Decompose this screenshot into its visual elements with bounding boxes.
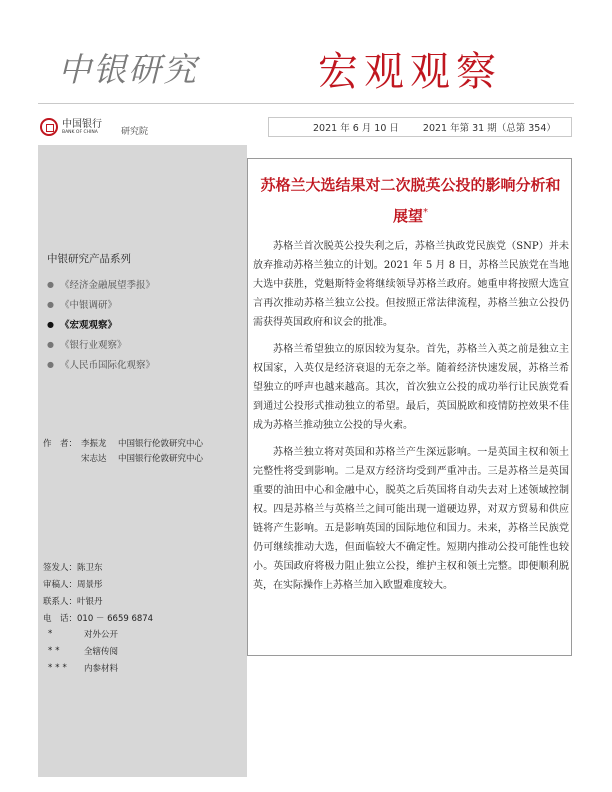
series-item-label: 《银行业观察》 bbox=[59, 340, 127, 351]
series-item-label: 《宏观观察》 bbox=[59, 320, 117, 331]
series-item-label: 《人民币国际化观察》 bbox=[59, 360, 155, 371]
classification-stars: * bbox=[48, 628, 56, 639]
series-item-active[interactable] bbox=[47, 314, 155, 334]
authors-label: 作 者： bbox=[43, 438, 78, 449]
article-body bbox=[253, 237, 569, 603]
series-item[interactable] bbox=[47, 294, 155, 314]
classification-label: 内参材料 bbox=[84, 663, 119, 674]
bullet-icon: ● bbox=[47, 299, 54, 309]
reviewer-line: 审稿人：周景彤 bbox=[43, 579, 103, 590]
bullet-icon: ● bbox=[47, 319, 54, 329]
series-item-label: 《经济金融展望季报》 bbox=[59, 280, 155, 291]
author-org: 中国银行伦敦研究中心 bbox=[118, 453, 204, 464]
authors-block bbox=[43, 435, 203, 465]
author-org: 中国银行伦敦研究中心 bbox=[118, 438, 204, 449]
article-paragraph: 苏格兰独立将对英国和苏格兰产生深远影响。一是英国主权和领土完整性将受到影响。二是双方经济均受到严重冲击。三是苏格兰是英国重要的油田中心和金融中心，脱英之后英国将自动失去对上述领域控制权。四是苏格兰与英格兰之间可能出现一道硬边界，对双方贸易和供应链将产生影响。五是影响英国的国际地位和国力。未来，苏格兰民族党仍可继续推动大选，但面临较大不确定性。短期内推动公投可能性也较小。英国政府将极力阻止独立公投，维护主权和领土完整。即便顺利脱英，在实际操作上苏格兰加入欧盟难度较大。 bbox=[253, 447, 569, 591]
footnote-mark: * bbox=[423, 207, 428, 218]
bullet-icon: ● bbox=[47, 339, 54, 349]
masthead-logo: 中银研究 bbox=[58, 50, 198, 89]
series-item[interactable] bbox=[47, 354, 155, 374]
article-panel bbox=[247, 158, 572, 656]
classification-stars: ** bbox=[48, 645, 63, 656]
article-paragraph: 苏格兰希望独立的原因较为复杂。首先，苏格兰入英之前是独立主权国家，入英仅是经济衰退的无奈之举。随着经济快速发展，苏格兰希望独立的呼声也越来越高。其次，首次独立公投的成功举行让民族党看到通过公投形式推动独立的希望。最后，英国脱欧和疫情防控效果不佳成为苏格兰推动独立公投的导火索。 bbox=[253, 344, 569, 431]
series-item[interactable] bbox=[47, 274, 155, 294]
contact-line: 联系人：叶银丹 bbox=[43, 596, 103, 607]
bank-emblem-icon bbox=[40, 118, 58, 136]
article-paragraph: 苏格兰首次脱英公投失利之后，苏格兰执政党民族党（SNP）并未放弃推动苏格兰独立的计划。2021 年 5 月 8 日，苏格兰民族党在当地大选中获胜，党魁斯特金将继续领导苏格兰政府。她重申将按照大选宣言再次推动苏格兰独立公投。但按照正常法律流程，苏格兰独立公投仍需获得英国政府和议会的批准。 bbox=[253, 241, 569, 328]
issue-info-box bbox=[268, 117, 572, 137]
header-divider bbox=[38, 103, 574, 104]
issue-date: 2021 年 6 月 10 日 bbox=[313, 123, 399, 134]
bank-logo bbox=[40, 118, 102, 136]
classification-stars: *** bbox=[48, 662, 70, 673]
bank-name-en: BANK OF CHINA bbox=[62, 129, 98, 135]
bullet-icon: ● bbox=[47, 359, 54, 369]
author-name: 宋志达 bbox=[81, 453, 107, 464]
contacts-block bbox=[43, 558, 153, 626]
sidebar bbox=[38, 145, 247, 777]
series-list bbox=[47, 274, 155, 374]
classification-block bbox=[48, 625, 118, 676]
institute-name: 研究院 bbox=[121, 127, 149, 137]
classification-row bbox=[48, 659, 118, 676]
classification-label: 对外公开 bbox=[84, 629, 119, 640]
bank-name-zh: 中国银行 bbox=[62, 118, 102, 130]
series-item-label: 《中银调研》 bbox=[59, 300, 117, 311]
classification-label: 全辖传阅 bbox=[84, 646, 119, 657]
masthead-title: 宏观观察 bbox=[318, 49, 502, 95]
series-item[interactable] bbox=[47, 334, 155, 354]
series-title: 中银研究产品系列 bbox=[47, 253, 131, 265]
author-name: 李振龙 bbox=[81, 438, 107, 449]
issuer-line: 签发人：陈卫东 bbox=[43, 562, 103, 573]
bullet-icon: ● bbox=[47, 279, 54, 289]
classification-row bbox=[48, 625, 118, 642]
article-title: 苏格兰大选结果对二次脱英公投的影响分析和展望* bbox=[260, 176, 561, 225]
classification-row bbox=[48, 642, 118, 659]
issue-number: 2021 年第 31 期（总第 354） bbox=[422, 123, 556, 134]
phone-line: 电 话：010 － 6659 6874 bbox=[43, 613, 154, 624]
